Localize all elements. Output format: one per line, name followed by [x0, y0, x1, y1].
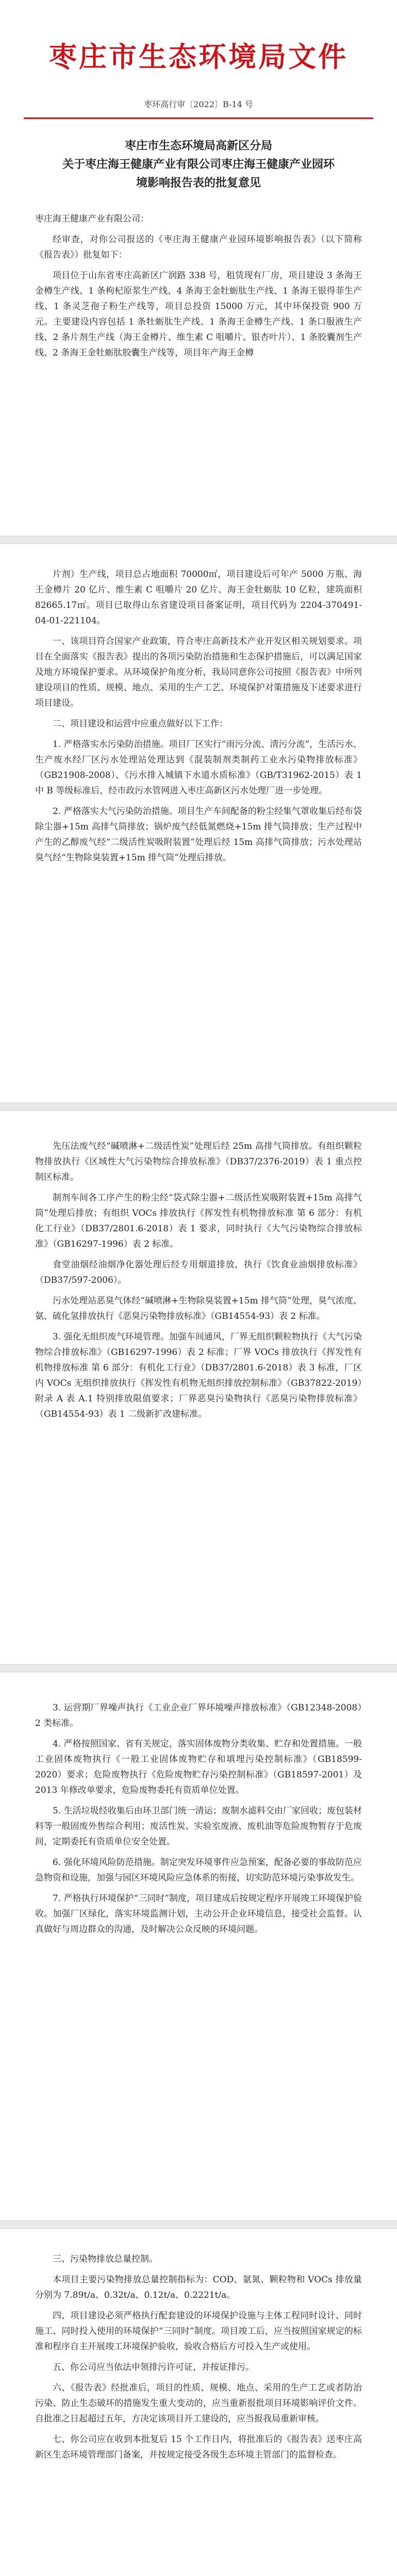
sheet-1b-body	[35, 567, 362, 871]
paragraph: 片剂）生产线，项目总占地面积 70000㎡，项目建设后可年产 5000 万瓶、海王金樽片 20 亿片、维生素 C 咀嚼片 20 亿片、海王金牡蛎肽 10 亿粒，建筑面积 82665.17㎡。项目已取得山东省建设项目备案证明，项目代码为 2204-370491-04-01-221104。	[35, 569, 362, 626]
paragraph: 7. 严格执行环境保护“三同时”制度，项目建成后按规定程序开展竣工环境保护验收。加强厂区绿化，落实环境监测计划，主动公开企业环境信息，接受社会监督。认真做好与周边群众的沟通，及时解决公众反映的环境问题。	[35, 1893, 362, 1935]
document-number: 枣环高行审〔2022〕B-14 号	[144, 99, 253, 109]
paragraph: 四、项目建设必须严格执行配套建设的环境保护设施与主体工程同时设计、同时施工、同时投入使用的环境保护“三同时”制度。项目竣工后，应当按照国家规定的标准和程序自主开展竣工环境保护验收，验收合格后方可投入生产或使用。	[35, 2311, 362, 2352]
paragraph: 制剂车间各工序产生的粉尘经“袋式除尘器+二级活性炭吸附装置+15m 高排气筒”处理后排放；有组织 VOCs 排放执行《挥发性有机物排放标准 第 6 部分：有机化工行业》（DB37/2801.6-2018）表 1 要求，同时执行《大气污染物综合排放标准》（GB16297-1996）表 2 标准。	[35, 1193, 362, 1249]
paragraph: 6. 强化环境风险防范措施。制定突发环境事件应急预案，配备必要的事故防范应急物资和设施，加强与园区环境风险应急体系的衔接，切实防范环境污染事故发生。	[35, 1857, 362, 1883]
sheet-3-body	[35, 1700, 362, 1942]
page-break	[0, 1664, 397, 1672]
document-masthead: 枣庄市生态环境局文件	[49, 41, 348, 73]
paragraph: 六、《报告表》经批准后，项目的性质、规模、地点、采用的生产工艺或者防治污染、防止生态破坏的措施发生重大变动的，应当重新报批项目环境影响评价文件。自批准之日起超过五年，方决定该项目开工建设的，应当报我局重新审核。	[35, 2383, 362, 2424]
paragraph: 先压法废气经“碱喷淋+二级活性炭”处理后经 25m 高排气筒排放。有组织颗粒物排放执行《区域性大气污染物综合排放标准》（DB37/2376-2019）表 1 重点控制区标准。	[35, 1141, 362, 1182]
paragraph: 三、污染物排放总量控制。	[53, 2254, 158, 2264]
paragraph: 2. 严格落实大气污染防治措施。项目生产车间配备的粉尘经集气罩收集后经布袋除尘器+15m 高排气筒排放；锅炉废气经低氮燃烧+15m 排气筒排放；生产过程中产生的乙醇废气经“二级活性炭吸附装置”处理后经 15m 高排气筒排放；污水处理站臭气经“生物除臭装置+15m 排气筒”处理后排放。	[35, 806, 362, 863]
paragraph: 一、该项目符合国家产业政策，符合枣庄高新技术产业开发区相关规划要求。项目在全面落实《报告表》提出的各项污染防治措施和生态保护措施后，可以满足国家及地方环境保护要求。从环境保护角度分析，我局同意你公司按照《报告表》中所列建设项目的性质、规模、地点、采用的生产工艺、环境保护对策措施及下述要求进行项目建设。	[35, 636, 362, 708]
paragraph: 七、你公司应在收到本批复后 15 个工作日内，将批准后的《报告表》送枣庄高新区生态环境管理部门备案，并按规定接受各级生态环境主管部门的监督检查。	[35, 2434, 362, 2460]
paragraph: 5. 生活垃圾经收集后由环卫部门统一清运；废制水滤料交由厂家回收；废包装材料等一般固废外售综合利用；废活性炭、实验室废液、废机油等危险废物暂存于危废间，定期委托有资质单位安全处置。	[35, 1806, 362, 1847]
paragraph: 食堂油烟经油烟净化器处理后经专用烟道排放，执行《饮食业油烟排放标准》（DB37/597-2006）。	[35, 1260, 362, 1285]
header-red-rule	[24, 117, 373, 119]
title-line-3: 境影响报告表的批复意见	[136, 177, 261, 190]
paragraph: 本项目主要污染物排放总量控制指标为：COD、氨氮、颗粒物和 VOCs 排放量分别为 7.89t/a、0.32t/a、0.12t/a、0.2221t/a。	[35, 2275, 362, 2300]
page-break	[0, 1103, 397, 1111]
paragraph: 3. 强化无组织废气环境管理。加强车间通风，厂界无组织颗粒物执行《大气污染物综合排放标准》（GB16297-1996）表 2 标准；厂界 VOCs 排放执行《挥发性有机物排放标准 第 6 部分：有机化工行业》（DB37/2801.6-2018）表 3 标准，厂区内 VOCs 无组织排放执行《挥发性有机物无组织排放控制标准》（GB37822-2019）附录 A 表 A.1 特别排放限值要求；厂界恶臭污染物执行《恶臭污染物排放标准》（GB14554-93）表 1 二级新扩改建标准。	[35, 1332, 362, 1419]
sheet-1-body	[35, 211, 362, 366]
paragraph: 1. 严格落实水污染防治措施。项目厂区实行“雨污分流、清污分流”，生活污水、生产废水经厂区污水处理站处理达到《混装制剂类制药工业水污染物排放标准》（GB21908-2008）、《污水排入城镇下水道水质标准》（GB/T31962-2015）表 1 中 B 等级标准后，经市政污水管网进入枣庄高新区污水处理厂进一步处理。	[35, 739, 362, 796]
paragraph: 项目位于山东省枣庄高新区广润路 338 号，租赁现有厂房，项目建设 3 条海王金樽生产线、1 条枸杞原浆生产线、4 条海王金牡蛎肽生产线、1 条海王银得菲生产线、1 条灵芝孢子粉生产线等，项目总投资 15000 万元，其中环保投资 900 万元。主要建设内容包括 1 条牡蛎肽生产线、1 条海王金樽生产线、1 条口服液生产线、2 条片剂生产线（海王金樽片、维生素 C 咀嚼片、银杏叶片）、1 条胶囊剂生产线、2 条海王金牡蛎肽胶囊生产线等，项目年产海王金樽	[35, 270, 362, 358]
title-line-2: 关于枣庄海王健康产业有限公司枣庄海王健康产业园环	[62, 158, 335, 171]
paragraph: 五、你公司应当依法申领排污许可证，并按证排污。	[53, 2362, 254, 2372]
paragraph: 4. 严格按照国家、省有关规定，落实固体废物分类收集、贮存和处置措施。一般工业固体废物执行《一般工业固体废物贮存和填埋污染控制标准》（GB18599-2020）要求；危险废物执行《危险废物贮存污染控制标准》（GB18597-2001）及 2013 年修改单要求，危险废物委托有资质单位处置。	[35, 1739, 362, 1795]
paragraph: 二、项目建设和运营中应重点做好以下工作：	[53, 719, 228, 729]
page-break	[0, 2221, 397, 2229]
addressee: 枣庄海王健康产业有限公司：	[35, 214, 149, 224]
sheet-2-body	[35, 1139, 362, 1427]
title-line-1: 枣庄市生态环境局高新区分局	[124, 140, 272, 152]
paragraph: 经审查，对你公司报送的《枣庄海王健康产业园环境影响报告表》（以下简称《报告表》）批复如下：	[35, 234, 362, 260]
page-break	[0, 536, 397, 544]
paragraph: 3. 运营期厂界噪声执行《工业企业厂界环境噪声排放标准》（GB12348-2008）2 类标准。	[35, 1703, 362, 1728]
sheet-4-body	[35, 2251, 362, 2468]
paragraph: 污水处理站恶臭气体经“碱喷淋+生物除臭装置+15m 排气筒”处理，臭气浓度、氨、硫化氢排放执行《恶臭污染物排放标准》（GB14554-93）表 2 标准。	[35, 1296, 362, 1321]
